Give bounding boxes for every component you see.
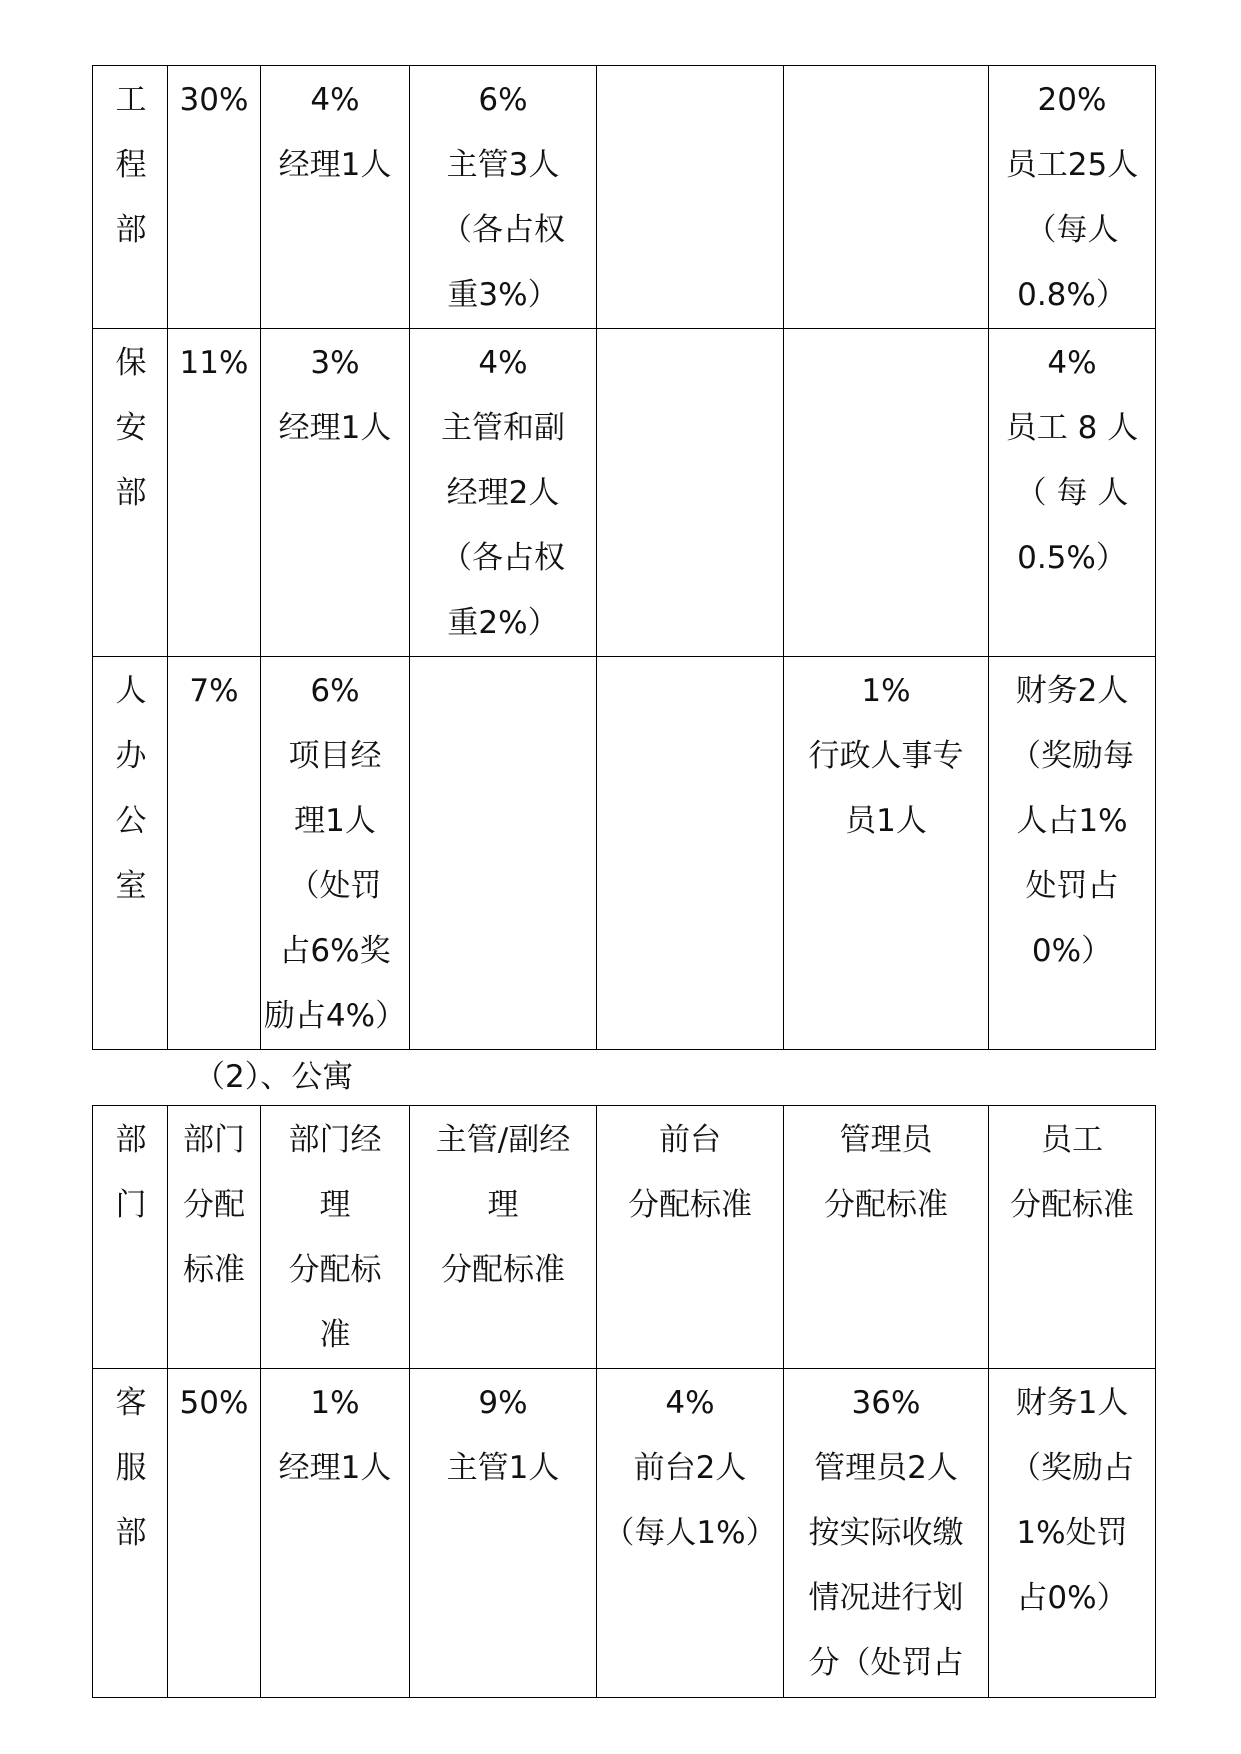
staff-cell: 20% 员工25人 （每人 0.8%） — [989, 66, 1156, 329]
table-row — [93, 657, 1156, 1050]
standard-cell: 11% — [168, 329, 261, 657]
frontdesk-cell — [597, 66, 784, 329]
table-row — [93, 1369, 1156, 1698]
standard-cell: 7% — [168, 657, 261, 1050]
table-row — [93, 66, 1156, 329]
header-frontdesk: 前台 分配标准 — [597, 1106, 784, 1369]
admin-cell — [784, 66, 989, 329]
header-staff: 员工 分配标准 — [989, 1106, 1156, 1369]
staff-cell: 财务1人 （奖励占 1%处罚 占0%） — [989, 1369, 1156, 1698]
table-header-row — [93, 1106, 1156, 1369]
standard-cell: 30% — [168, 66, 261, 329]
admin-cell: 36% 管理员2人 按实际收缴 情况进行划 分（处罚占 — [784, 1369, 989, 1698]
supervisor-cell: 4% 主管和副 经理2人 （各占权 重2%） — [410, 329, 597, 657]
allocation-table-upper — [92, 65, 1156, 1050]
table-row — [93, 329, 1156, 657]
manager-cell: 6% 项目经 理1人 （处罚 占6%奖 励占4%） — [261, 657, 410, 1050]
staff-cell: 财务2人 （奖励每 人占1% 处罚占 0%） — [989, 657, 1156, 1050]
section-heading: （2）、公寓 — [194, 1059, 354, 1095]
header-supervisor: 主管/副经 理 分配标准 — [410, 1106, 597, 1369]
header-admin: 管理员 分配标准 — [784, 1106, 989, 1369]
admin-cell: 1% 行政人事专 员1人 — [784, 657, 989, 1050]
admin-cell — [784, 329, 989, 657]
frontdesk-cell — [597, 329, 784, 657]
manager-cell: 3% 经理1人 — [261, 329, 410, 657]
supervisor-cell: 6% 主管3人 （各占权 重3%） — [410, 66, 597, 329]
frontdesk-cell: 4% 前台2人 （每人1%） — [597, 1369, 784, 1698]
header-dept: 部 门 — [93, 1106, 168, 1369]
frontdesk-cell — [597, 657, 784, 1050]
dept-cell: 工 程 部 — [93, 66, 168, 329]
staff-cell: 4% 员工 8 人 （ 每 人 0.5%） — [989, 329, 1156, 657]
dept-cell: 客 服 部 — [93, 1369, 168, 1698]
dept-cell: 人 办 公 室 — [93, 657, 168, 1050]
header-standard: 部门 分配 标准 — [168, 1106, 261, 1369]
standard-cell: 50% — [168, 1369, 261, 1698]
supervisor-cell: 9% 主管1人 — [410, 1369, 597, 1698]
manager-cell: 1% 经理1人 — [261, 1369, 410, 1698]
header-manager: 部门经 理 分配标 准 — [261, 1106, 410, 1369]
dept-cell: 保 安 部 — [93, 329, 168, 657]
supervisor-cell — [410, 657, 597, 1050]
allocation-table-apartment — [92, 1105, 1156, 1698]
manager-cell: 4% 经理1人 — [261, 66, 410, 329]
